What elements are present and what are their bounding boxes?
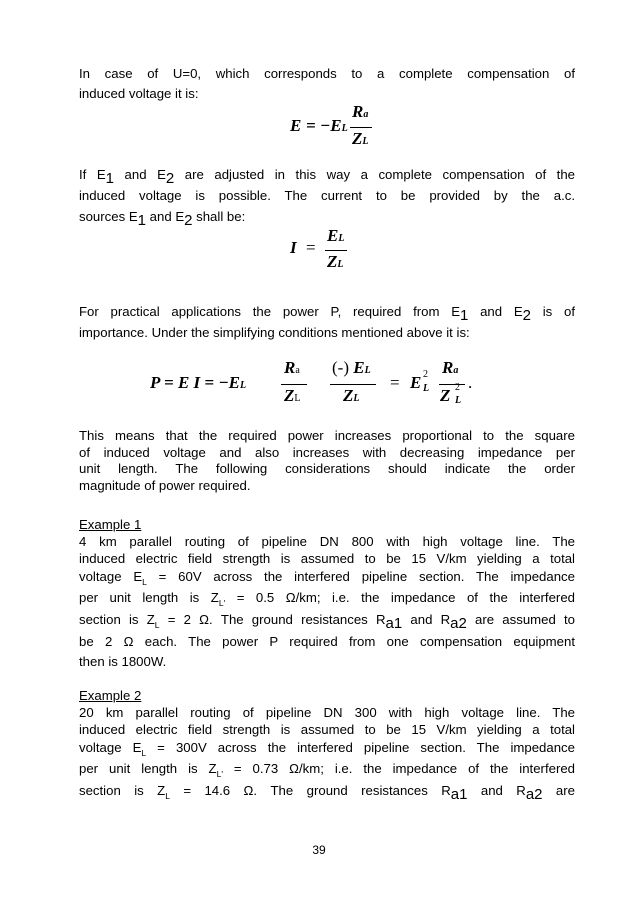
subscript: a1 [385, 615, 403, 632]
fraction-numerator: E [353, 358, 365, 377]
text-line: then is 1800W. [79, 654, 167, 669]
fraction-bar [325, 250, 347, 251]
text-run: per unit length is Z [79, 761, 217, 776]
subscript: a2 [525, 786, 543, 803]
subscript: L [165, 791, 170, 801]
text-run: = 300V across the interfered pipeline section. The impedance [146, 740, 575, 755]
example-heading: Example 1 [79, 517, 142, 532]
eq-lhs: E [290, 116, 302, 135]
subscript: a2 [450, 615, 467, 632]
eq-subscript: L [341, 123, 348, 134]
text-run: and E [114, 167, 166, 182]
eq-subscript: a [295, 365, 300, 376]
fraction-denominator: Z [343, 386, 354, 405]
eq-equals: = [390, 373, 400, 392]
fraction-bar [330, 384, 376, 385]
text-run: and E [468, 304, 523, 319]
fraction-numerator: E [327, 226, 339, 245]
eq-superscript: 2 [455, 382, 460, 393]
eq-subscript: L [338, 233, 345, 244]
fraction-denominator: Z [440, 386, 451, 405]
text-run: = 14.6 Ω. The ground resistances R [169, 783, 451, 798]
fraction-denominator: Z [327, 252, 338, 271]
subscript: L' [218, 598, 226, 608]
eq-lhs: P = E I = −E [150, 373, 240, 392]
text-run: sources E [79, 209, 138, 224]
fraction-numerator: R [352, 102, 364, 121]
text-run: = 0.73 Ω/km; i.e. the impedance of the interfered [222, 761, 575, 776]
negation-mark: (-) [332, 358, 349, 377]
fraction-bar [439, 384, 465, 385]
text-line: magnitude of power required. [79, 477, 251, 493]
eq-rhs: E [410, 373, 422, 392]
text-line: 4 km parallel routing of pipeline DN 800 with high voltage line. The [79, 534, 575, 549]
text-run: = 0.5 Ω/km; i.e. the impedance of the interfered [225, 590, 575, 605]
subscript: 2 [165, 170, 175, 187]
text-line: be 2 Ω each. The power P required from one compensation equipment [79, 634, 575, 649]
fraction-denominator: Z [284, 386, 295, 405]
fraction-denominator: Z [352, 129, 363, 148]
text-line: In case of U=0, which corresponds to a complete compensation of [79, 66, 575, 81]
text-line: 20 km parallel routing of pipeline DN 300 with high voltage line. The [79, 705, 575, 720]
text-line: induced electric field strength is assumed to be 15 V/km yielding a total [79, 722, 575, 737]
example-2 [79, 687, 575, 802]
subscript: L [142, 577, 147, 587]
text-run: If E [79, 167, 106, 182]
eq-subscript: L [455, 395, 462, 406]
eq-rhs: = −E [306, 116, 342, 135]
eq-subscript: L [364, 365, 371, 376]
eq-subscript: a [363, 109, 369, 120]
eq-period: . [468, 373, 473, 392]
text-run: is of [530, 304, 575, 319]
text-line: unit length. The following considerations should indicate the order [79, 461, 575, 477]
eq-subscript: L [294, 393, 301, 404]
subscript: 2 [184, 212, 193, 229]
text-line: importance. Under the simplifying conditions mentioned above it is: [79, 325, 470, 340]
text-run: and R [402, 612, 451, 627]
text-run: are [542, 783, 575, 798]
text-run: are adjusted in this way a complete compensation of the [174, 167, 576, 182]
paragraph-power [79, 301, 575, 343]
text-line: of induced voltage and also increases with decreasing impedance per [79, 444, 575, 460]
text-line: induced electric field strength is assumed to be 15 V/km yielding a total [79, 551, 575, 566]
eq-superscript: 2 [423, 369, 428, 380]
text-line: induced voltage it is: [79, 86, 199, 101]
subscript: 1 [105, 170, 115, 187]
paragraph-power-meaning [79, 428, 575, 494]
equation-current [290, 226, 370, 276]
subscript: 2 [522, 307, 531, 324]
text-run: voltage E [79, 569, 143, 584]
text-line: This means that the required power increases proportional to the square [79, 428, 575, 443]
eq-subscript: L [337, 259, 344, 270]
text-run: per unit length is Z [79, 590, 219, 605]
text-run: voltage E [79, 740, 142, 755]
text-run: = 2 Ω. The ground resistances R [159, 612, 386, 627]
subscript: L [141, 748, 147, 758]
eq-subscript: L [239, 380, 247, 391]
subscript: L [154, 620, 160, 630]
text-run: shall be: [192, 209, 246, 224]
paragraph-current [79, 164, 575, 227]
example-heading: Example 2 [79, 688, 142, 703]
subscript: a1 [450, 786, 468, 803]
text-run: and R [467, 783, 526, 798]
text-run: are assumed to [466, 612, 576, 627]
text-line: induced voltage is possible. The current to be provided by the a.c. [79, 188, 575, 203]
eq-subscript: a [453, 365, 459, 376]
equation-power [150, 357, 510, 411]
fraction-numerator: R [442, 358, 454, 377]
fraction-numerator: R [284, 358, 296, 377]
page-number: 39 [312, 843, 326, 857]
eq-subscript: L [362, 136, 369, 147]
example-1 [79, 516, 575, 670]
paragraph-compensation-intro [79, 64, 575, 104]
fraction-bar [350, 127, 372, 128]
eq-lhs: I [290, 238, 297, 257]
eq-subscript: L [353, 393, 360, 404]
subscript: L' [216, 769, 223, 779]
text-run: = 60V across the interfered pipeline section. The impedance [146, 569, 575, 584]
text-run: section is Z [79, 612, 155, 627]
eq-equals: = [306, 238, 316, 257]
fraction-bar [281, 384, 307, 385]
equation-voltage [290, 102, 410, 152]
subscript: 1 [137, 212, 146, 229]
eq-subscript: L [423, 383, 430, 394]
text-run: section is Z [79, 783, 166, 798]
text-run: For practical applications the power P, required from E [79, 304, 461, 319]
subscript: 1 [460, 307, 469, 324]
text-run: and E [145, 209, 185, 224]
